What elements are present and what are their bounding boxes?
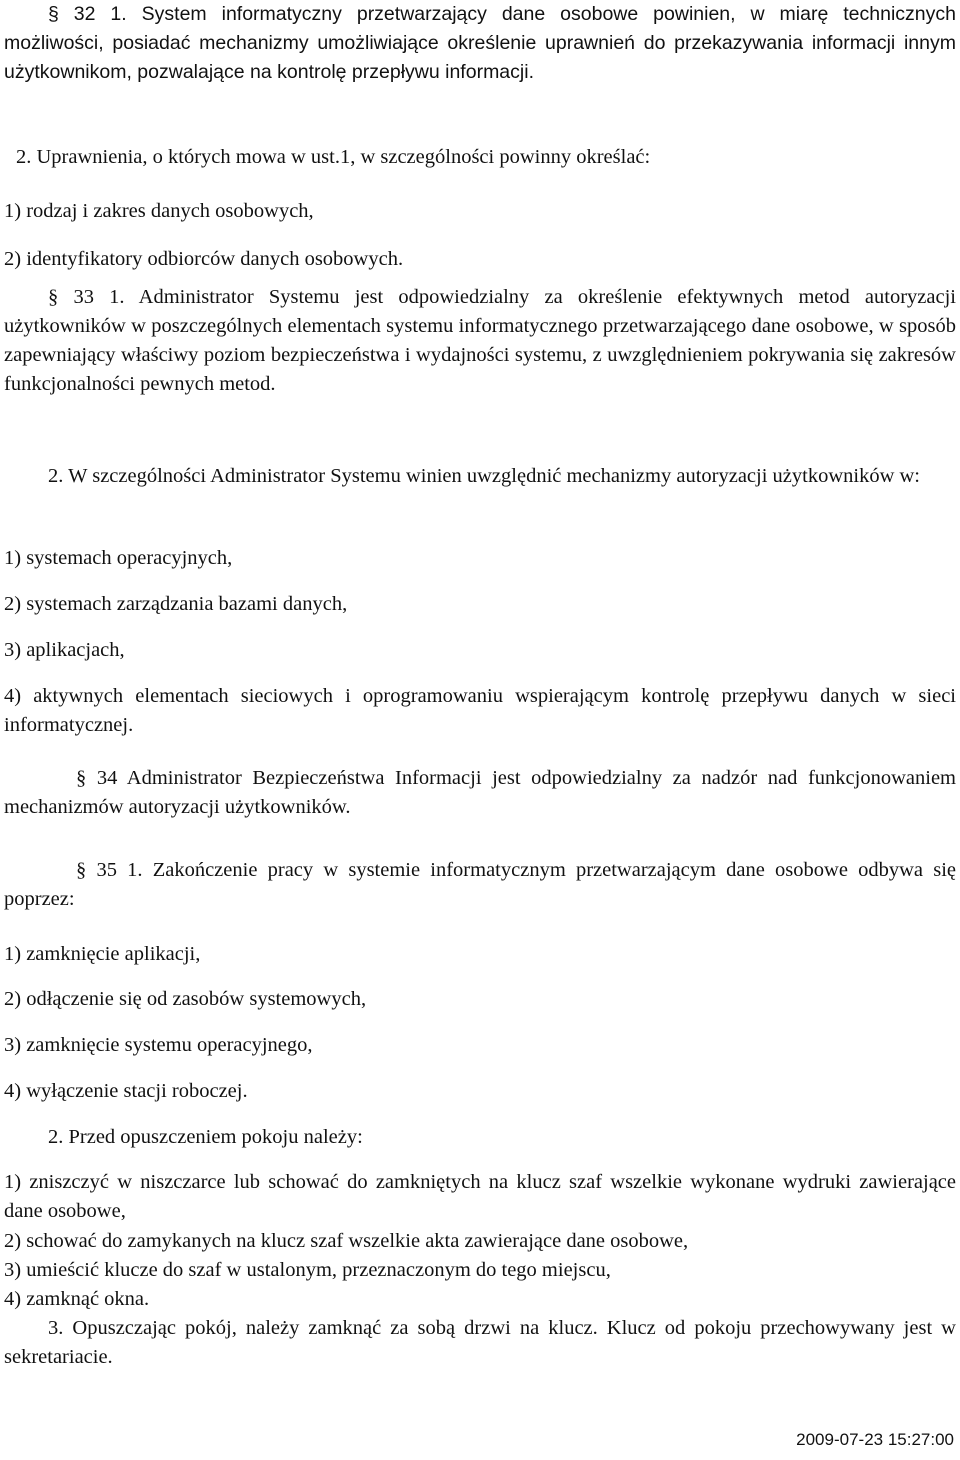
list-item: 4) zamknąć okna.	[4, 1288, 150, 1310]
list-item: 1) systemach operacyjnych,	[4, 547, 233, 569]
paragraph-35-3: 3. Opuszczając pokój, należy zamknąć za sobą drzwi na klucz. Klucz od pokoju przechowywany jest w sekretariacie.	[4, 1317, 956, 1368]
list-item: 4) aktywnych elementach sieciowych i oprogramowaniu wspierającym kontrolę przepływu danych w sieci informatycznej.	[4, 685, 956, 736]
paragraph-34: § 34 Administrator Bezpieczeństwa Informacji jest odpowiedzialny za nadzór nad funkcjonowaniem mechanizmów autoryzacji użytkowników.	[4, 767, 956, 818]
list-item: 2) schować do zamykanych na klucz szaf wszelkie akta zawierające dane osobowe,	[4, 1230, 689, 1252]
list-item: 2) odłączenie się od zasobów systemowych,	[4, 988, 367, 1010]
paragraph-35-1: § 35 1. Zakończenie pracy w systemie informatycznym przetwarzającym dane osobowe odbywa się poprzez:	[4, 859, 956, 910]
list-item: 1) rodzaj i zakres danych osobowych,	[4, 200, 314, 222]
list-item: 1) zamknięcie aplikacji,	[4, 943, 201, 965]
list-item: 2) systemach zarządzania bazami danych,	[4, 593, 348, 615]
list-item: 3) aplikacjach,	[4, 639, 125, 661]
paragraph-33-2: 2. W szczególności Administrator Systemu winien uwzględnić mechanizmy autoryzacji użytkowników w:	[48, 465, 921, 487]
paragraph-32-2: 2. Uprawnienia, o których mowa w ust.1, w szczególności powinny określać:	[16, 146, 651, 168]
paragraph-33-1: § 33 1. Administrator Systemu jest odpowiedzialny za określenie efektywnych metod autoryzacji użytkowników w poszczególnych elementach systemu informatycznego przetwarzającego dane osobowe, w sposób zapewniający właściwy poziom bezpieczeństwa i wydajności systemu, z uwzględnieniem pokrywania się zakresów funkcjonalności pewnych metod.	[4, 286, 956, 395]
list-item: 2) identyfikatory odbiorców danych osobowych.	[4, 248, 404, 270]
list-item: 3) zamknięcie systemu operacyjnego,	[4, 1034, 313, 1056]
paragraph-32-1: § 32 1. System informatyczny przetwarzający dane osobowe powinien, w miarę technicznych możliwości, posiadać mechanizmy umożliwiające określenie uprawnień do przekazywania informacji innym użytkownikom, pozwalające na kontrolę przepływu informacji.	[4, 3, 956, 83]
footer-timestamp: 2009-07-23 15:27:00	[796, 1430, 954, 1449]
list-item: 1) zniszczyć w niszczarce lub schować do zamkniętych na klucz szaf wszelkie wykonane wydruki zawierające dane osobowe,	[4, 1171, 956, 1222]
list-item: 3) umieścić klucze do szaf w ustalonym, przeznaczonym do tego miejscu,	[4, 1259, 611, 1281]
paragraph-35-2: 2. Przed opuszczeniem pokoju należy:	[48, 1126, 363, 1148]
list-item: 4) wyłączenie stacji roboczej.	[4, 1080, 248, 1102]
